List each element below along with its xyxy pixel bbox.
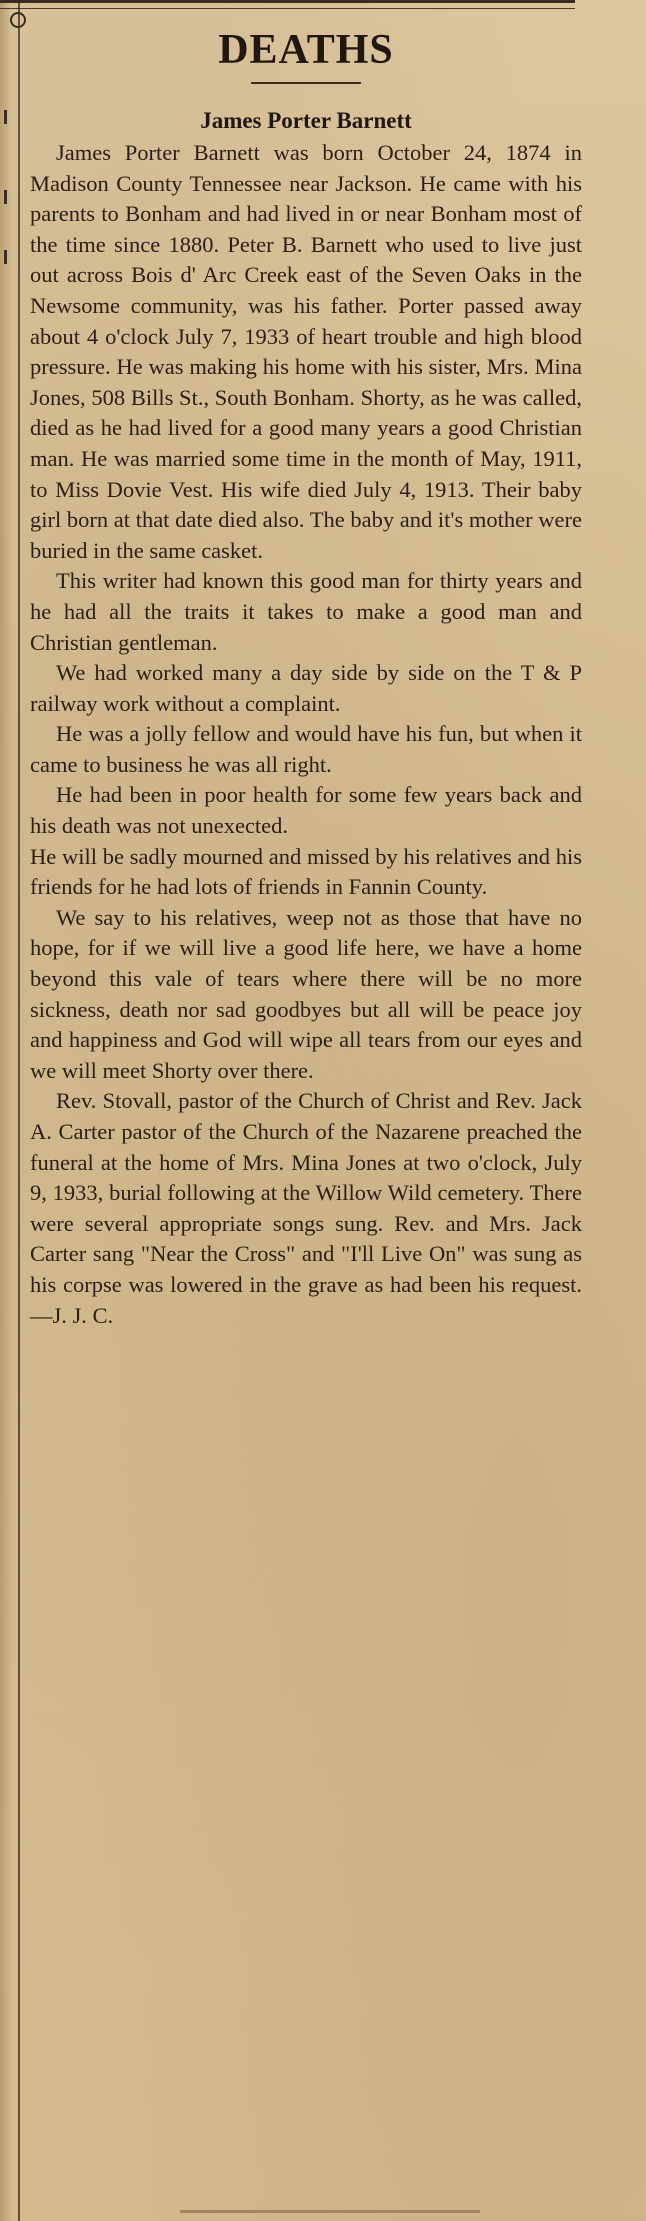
obituary-paragraph: We had worked many a day side by side on the T & P railway work without a complaint. [30,660,582,716]
margin-tick-mark [4,250,7,264]
heading-underline-rule [251,82,361,84]
punch-hole-icon [10,12,26,28]
section-heading: DEATHS [218,27,394,73]
page-edge-shadow [0,0,12,2221]
obituary-paragraph: He will be sadly mourned and missed by his relatives and his friends for he had lots of friends in Fannin County. [30,843,582,900]
obituary-paragraph: This writer had known this good man for thirty years and he had all the traits it takes to make a good man and Christian gentleman. [30,568,582,655]
article-column [30,22,582,1331]
obituary-paragraph: We say to his relatives, weep not as those that have no hope, for if we will live a good life here, we have a home beyond this vale of tears where there will be no more sickness, death nor sad goodbyes but all will be peace joy and happiness and God will wipe all tears from our eyes and we will meet Shorty over there. [30,904,582,1083]
obituary-paragraph: He was a jolly fellow and would have his fun, but when it came to business he was all right. [30,721,582,777]
obituary-paragraph: Rev. Stovall, pastor of the Church of Christ and Rev. Jack A. Carter pastor of the Church of the Nazarene preached the funeral at the home of Mrs. Mina Jones at two o'clock, July 9, 1933, burial following at the Willow Wild cemetery. There were several appropriate songs sung. Rev. and Mrs. Jack Carter sang "Near the Cross" and "I'll Live On" was sung as his corpse was lowered in the grave as had been his request.—J. J. C. [30,1088,582,1328]
margin-tick-mark [4,110,7,124]
margin-tick-mark [4,190,7,204]
bottom-fragment-rule [180,2210,480,2213]
top-column-rule-thin [0,8,575,9]
obituary-name: James Porter Barnett [200,108,412,133]
obituary-paragraph: He had been in poor health for some few years back and his death was not unexected. [30,782,582,839]
obituary-body [30,138,582,1331]
obituary-paragraph: James Porter Barnett was born October 24, 1874 in Madison County Tennessee near Jackson. He came with his parents to Bonham and had lived in or near Bonham most of the time since 1880. Peter B. Barnett who used to live just out across Bois d' Arc Creek east of the Seven Oaks in the Newsome community, was his father. Porter passed away about 4 o'clock July 7, 1933 of heart trouble and high blood pressure. He was making his home with his sister, Mrs. Mina Jones, 508 Bills St., South Bonham. Shorty, as he was called, died as he had lived for a good many years a good Christian man. He was married some time in the month of May, 1911, to Miss Dovie Vest. His wife died July 4, 1913. Their baby girl born at that date died also. The baby and it's mother were buried in the same casket. [30,140,582,563]
top-column-rule [0,0,575,3]
column-divider-rule [18,0,20,2221]
